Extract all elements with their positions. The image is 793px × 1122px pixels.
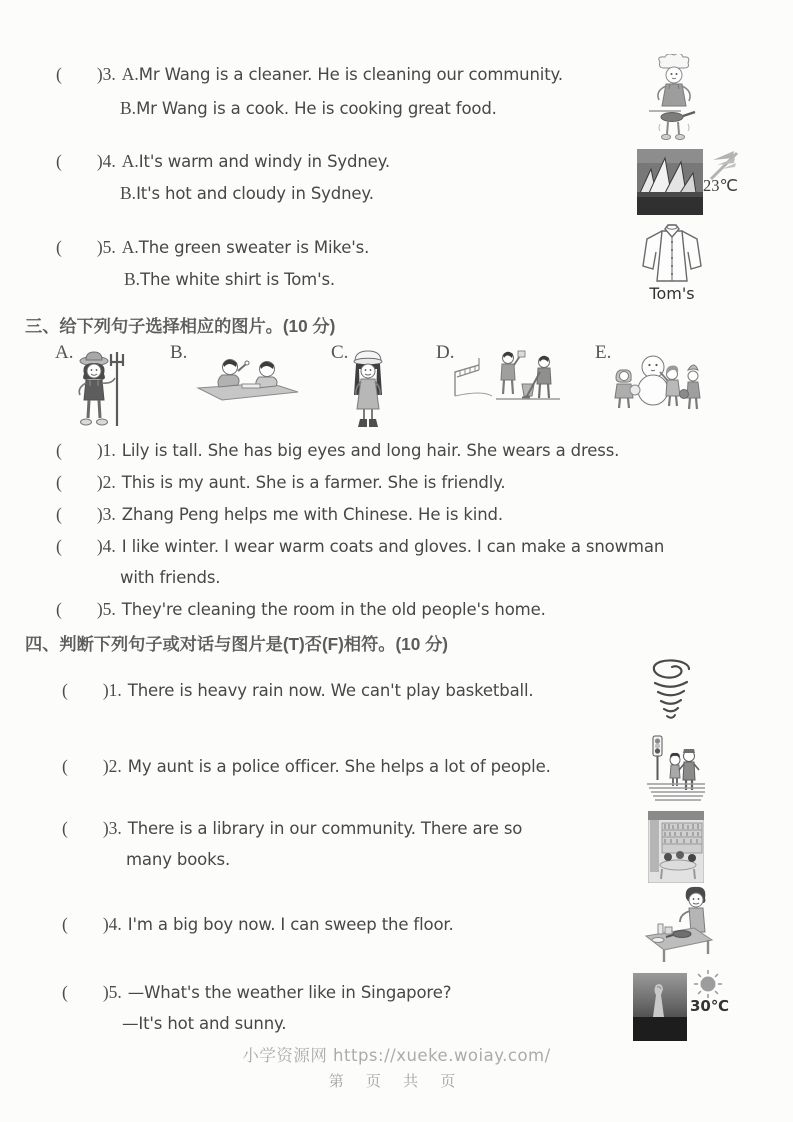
option-letter: A. [121,237,139,257]
question-number: 3. [102,504,116,524]
sun-icon [693,969,723,999]
option-text: It's hot and cloudy in Sydney. [136,184,374,203]
question-text: I'm a big boy now. I can sweep the floor. [127,915,454,934]
question-number: 5. [108,982,122,1002]
question-text: There is heavy rain now. We can't play basketball. [127,681,534,700]
answer-paren: ( ) [62,756,109,776]
answer-paren: ( ) [62,914,109,934]
question-number: 3. [108,818,122,838]
answer-paren: ( ) [56,504,103,524]
option-letter: A. [121,64,139,84]
library-photo [648,811,704,883]
traffic-light-crossing-illustration [645,734,707,802]
s3-question-4-line2 [120,568,220,587]
singapore-merlion-photo [633,973,687,1041]
question-number: 4. [102,536,116,556]
answer-paren: ( ) [62,680,109,700]
s4-question-2 [62,756,551,777]
question-text: My aunt is a police officer. She helps a lot of people. [127,757,551,776]
s3-question-5 [56,599,546,620]
footer-site-link: 小学资源网 https://xueke.woiay.com/ [242,1046,551,1065]
footer-page-number: 第 页 共 页 [328,1073,465,1090]
s4-question-3-line2 [126,850,230,869]
section-three-title: 三、给下列句子选择相应的图片。(10 分) [25,316,336,336]
question-number: 1. [102,440,116,460]
boys-studying-at-table-illustration [190,356,305,406]
question-number: 2. [102,472,116,492]
answer-paren: ( ) [62,982,109,1002]
picture-option-letter-e: E. [595,342,612,363]
question-number: 2. [108,756,122,776]
question-number: 4. [102,151,116,171]
question-text: I like winter. I wear warm coats and gloves. I can make a snowman [121,537,665,556]
answer-paren: ( ) [56,599,103,619]
s3-question-2 [56,472,506,493]
s4-question-1 [62,680,534,701]
option-letter: A. [121,151,139,171]
question-text: —What's the weather like in Singapore? [127,983,452,1002]
option-text: It's warm and windy in Sydney. [138,152,390,171]
question-text: This is my aunt. She is a farmer. She is friendly. [121,473,506,492]
boy-cooking-at-table-illustration [644,884,716,966]
picture-option-letter-a: A. [55,342,74,363]
listening-q5-option-b-line [124,269,335,290]
answer-paren: ( ) [56,151,103,171]
listening-q3-option-b-line [120,98,497,119]
tornado-icon [648,656,694,724]
listening-q3-option-a-line [56,64,563,85]
s3-question-1 [56,440,619,461]
white-shirt-illustration [640,224,704,284]
question-text: Lily is tall. She has big eyes and long hair. She wears a dress. [121,441,620,460]
picture-option-letter-d: D. [436,342,455,363]
question-text: with friends. [120,568,221,587]
option-letter: B. [120,98,137,118]
question-text: —It's hot and sunny. [122,1014,287,1033]
sydney-opera-house-photo [637,149,703,215]
answer-paren: ( ) [56,472,103,492]
listening-q4-option-a-line [56,151,390,172]
question-number: 4. [108,914,122,934]
question-number: 5. [102,599,116,619]
question-text: There is a library in our community. There are so [127,819,523,838]
listening-q4-option-b-line [120,183,374,204]
option-text: The white shirt is Tom's. [140,270,336,289]
question-number: 1. [108,680,122,700]
option-text: Mr Wang is a cleaner. He is cleaning our community. [138,65,563,84]
answer-paren: ( ) [56,536,103,556]
option-letter: B. [120,183,137,203]
option-letter: B. [124,269,141,289]
s3-question-4 [56,536,664,557]
children-making-snowman-illustration [608,352,703,414]
question-text: They're cleaning the room in the old people's home. [121,600,546,619]
section-four-title: 四、判断下列句子或对话与图片是(T)否(F)相符。(10 分) [25,634,448,654]
option-text: The green sweater is Mike's. [138,238,370,257]
question-text: many books. [126,850,231,869]
option-text: Mr Wang is a cook. He is cooking great food. [136,99,497,118]
question-number: 5. [102,237,116,257]
question-text: Zhang Peng helps me with Chinese. He is kind. [121,505,503,524]
girl-long-hair-dress-illustration [344,349,392,432]
answer-paren: ( ) [56,440,103,460]
picture-option-letter-c: C. [331,342,349,363]
s4-question-5 [62,982,451,1003]
answer-paren: ( ) [56,237,103,257]
farmer-with-pitchfork-illustration [70,350,134,430]
question-number: 3. [102,64,116,84]
chef-cooking-illustration [648,54,700,149]
s4-question-3 [62,818,522,839]
answer-paren: ( ) [56,64,103,84]
temperature-label: 30℃ [690,997,730,1015]
people-cleaning-room-illustration [452,350,562,402]
s4-question-5-line2 [122,1014,286,1033]
s3-question-3 [56,504,503,525]
picture-option-letter-b: B. [170,342,188,363]
answer-paren: ( ) [62,818,109,838]
s4-question-4 [62,914,454,935]
temperature-label: 23℃ [703,176,739,195]
listening-q5-option-a-line [56,237,369,258]
shirt-caption: Tom's [649,284,695,303]
